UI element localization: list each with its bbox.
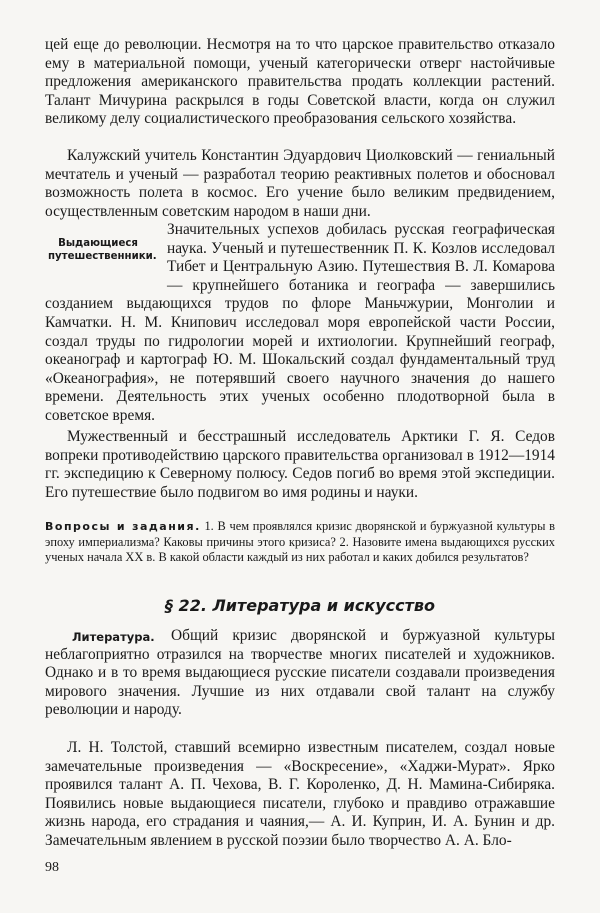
sidenote-literature: Литература. [72,630,155,644]
paragraph-literature-intro-text: Общий кризис дворянской и буржуазной культуры неблагоприятно отразился на творчестве многих писателей и художников. Однако и в то время выдающиеся русские писатели создавали произведения мирового значения. Лучшие из них отдавали свой талант на службу революции и народу. [45,627,555,719]
paragraph-tsiolkovsky: Калужский учитель Константин Эдуардович Циолковский — гениальный мечтатель и ученый — разработал теорию реактивных полетов и обосновал возможность полета в космос. Его учение было великим предвидением, осуществленным советским народом в наши дни. [45,147,555,220]
paragraph-literature-intro [45,627,555,720]
paragraph-geography [45,221,555,426]
paragraph-tolstoy: Л. Н. Толстой, ставший всемирно известным писателем, создал новые замечательные произведения — «Воскресение», «Хаджи-Мурат». Ярко проявился талант А. П. Чехова, В. Г. Короленко, Д. Н. Мамина-Сибиряка. Появились новые выдающиеся писатели, глубоко и правдиво отражавшие жизнь народа, его страдания и чаяния,— А. И. Куприн, И. А. Бунин и др. Замечательным явлением в русской поэзии было творчество А. А. Бло- [45,739,555,849]
section-title: § 22. Литература и искусство [164,596,435,615]
paragraph-sedov: Мужественный и бесстрашный исследователь Арктики Г. Я. Седов вопреки противодействию царского правительства организовал в 1912—1914 гг. экспедицию к Северному полюсу. Седов погиб во время этой экспедиции. Его путешествие было подвигом во имя родины и науки. [45,428,555,501]
questions-block [45,519,555,564]
paragraph-geography-text: Значительных успехов добилась русская географическая наука. Ученый и путешественник П. К. Козлов исследовал Тибет и Центральную Азию. Путешествия В. Л. Комарова — крупнейшего ботаника и географа — завершились созданием выдающихся трудов по флоре Маньчжурии, Монголии и Камчатки. Н. М. Книпович исследовал моря европейской части России, создал труды по гидрологии морей и ихтиологии. Крупнейший географ, океанограф и картограф Ю. М. Шокальский создал фундаментальный труд «Океанография», не потерявший своего научного значения до нашего времени. Деятельность этих ученых особенно плодотворной была в советское время. [45,221,555,424]
questions-lead: Вопросы и задания. [45,520,201,533]
sidenote-spacer-2 [45,627,171,645]
sidenote-spacer [45,221,167,277]
sidenote-travelers: Выдающиеся путешественники. [48,238,157,262]
page-number: 98 [45,860,59,875]
questions-text: 1. В чем проявлялся кризис дворянской и буржуазной культуры в эпоху империализма? Каковы причины этого кризиса? 2. Назовите имена выдающихся русских ученых начала XX в. В какой области каждый из них работал и каких добился результатов? [45,519,555,564]
paragraph-michurin: цей еще до революции. Несмотря на то что царское правительство отказало ему в материальной помощи, ученый категорически отверг настойчивые предложения американского правительства продать коллекции растений. Талант Мичурина раскрылся в годы Советской власти, когда он служил великому делу социалистического преобразования сельского хозяйства. [45,36,555,128]
